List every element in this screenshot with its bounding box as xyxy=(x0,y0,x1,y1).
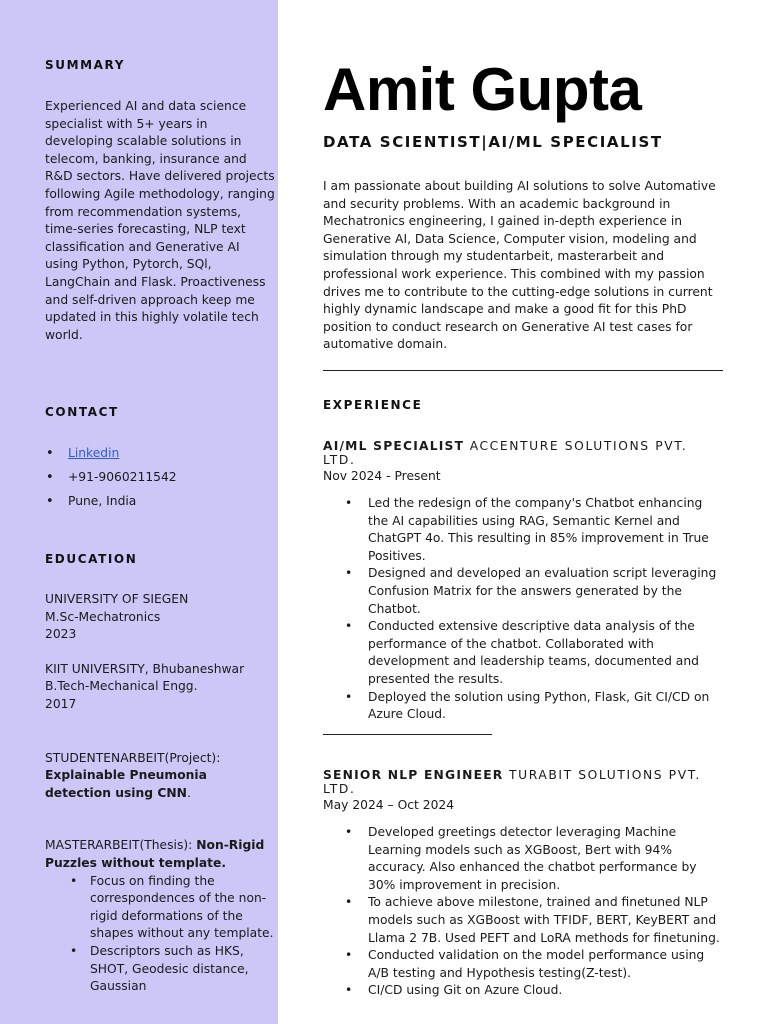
contact-heading: CONTACT xyxy=(45,405,119,419)
student-project xyxy=(45,750,275,803)
job-dates: May 2024 – Oct 2024 xyxy=(323,798,455,812)
location-text: Pune, India xyxy=(68,494,137,508)
job-dates: Nov 2024 - Present xyxy=(323,469,441,483)
list-item: • Developed greetings detector leveraging Machine Learning models such as XGBoost, Bert with 94% accuracy. Also enhanced the chatbot performance by 30% improvement in precision. xyxy=(345,824,723,894)
job-bullets xyxy=(323,495,723,724)
experience-heading: EXPERIENCE xyxy=(323,398,423,412)
list-item: • Deployed the solution using Python, Flask, Git CI/CD on Azure Cloud. xyxy=(345,689,723,724)
contact-item-location xyxy=(45,493,275,517)
job-title xyxy=(323,768,723,796)
section-divider xyxy=(323,370,723,371)
master-thesis xyxy=(45,837,275,995)
education-entry xyxy=(45,661,275,714)
summary-text: Experienced AI and data science specialist with 5+ years in developing scalable solutions in telecom, banking, insurance and R&D sectors. Have delivered projects following Agile methodology, ranging from recommendation systems, time-series forecasting, NLP text classification and Generative AI using Python, Pytorch, SQl, LangChain and Flask. Proactiveness and self-driven approach keep me updated in this highly volatile tech world. xyxy=(45,99,275,342)
candidate-name: Amit Gupta xyxy=(323,56,642,123)
linkedin-link[interactable]: Linkedin xyxy=(68,446,120,460)
contact-list xyxy=(45,445,275,517)
job-entry xyxy=(323,768,723,1000)
education-entry xyxy=(45,591,275,644)
education-degree: M.Sc-Mechatronics xyxy=(45,609,161,624)
student-project-label: STUDENTENARBEIT(Project): xyxy=(45,750,221,765)
education-year: 2023 xyxy=(45,627,77,642)
job-title xyxy=(323,439,723,467)
student-project-period: . xyxy=(186,785,191,800)
summary-heading: SUMMARY xyxy=(45,58,126,72)
list-item: • Led the redesign of the company's Chatbot enhancing the AI capabilities using RAG, Semantic Kernel and ChatGPT 4o. This resulting in 85% improvement in True Positives. xyxy=(345,495,723,565)
education-school: KIIT UNIVERSITY, Bhubaneshwar xyxy=(45,661,245,676)
job-role: SENIOR NLP ENGINEER xyxy=(323,768,504,782)
summary-section xyxy=(45,58,275,344)
master-thesis-line xyxy=(45,837,275,872)
header-section xyxy=(323,56,723,354)
contact-item-phone xyxy=(45,469,275,493)
job-divider xyxy=(323,734,492,735)
job-bullets xyxy=(323,824,723,1000)
experience-section xyxy=(323,398,723,724)
student-project-title xyxy=(45,767,275,802)
student-project-title-text: Explainable Pneumonia detection using CNN xyxy=(45,768,207,800)
job-entry xyxy=(323,439,723,724)
contact-section xyxy=(45,405,275,517)
job-company: TURABIT SOLUTIONS PVT. LTD. xyxy=(323,768,701,796)
contact-item-linkedin[interactable] xyxy=(45,445,275,469)
intro-text: I am passionate about building AI solutions to solve Automative and security problems. With an academic background in Mechatronics engineering, I gained in-depth experience in Generative AI, Data Science, Computer vision, modeling and simulation through my studentarbeit, masterarbeit and professional work experience. This combined with my passion drives me to contribute to the cutting-edge solutions in current highly dynamic landscape and make a good fit for this PhD position to conduct research on Generative AI test cases for automative domain. xyxy=(323,179,716,352)
list-item: • CI/CD using Git on Azure Cloud. xyxy=(345,982,723,1000)
list-item: • Designed and developed an evaluation script leveraging Confusion Matrix for the answers generated by the Chatbot. xyxy=(345,565,723,618)
master-thesis-bullets xyxy=(45,873,275,996)
list-item: • Conducted extensive descriptive data analysis of the performance of the chatbot. Collaborated with development and leadership teams, documented and presented the results. xyxy=(345,618,723,688)
education-heading: EDUCATION xyxy=(45,552,138,566)
education-year: 2017 xyxy=(45,696,77,711)
job-company: ACCENTURE SOLUTIONS PVT. LTD. xyxy=(323,439,688,467)
list-item: • To achieve above milestone, trained and finetuned NLP models such as XGBoost with TFIDF, BERT, KeyBERT and Llama 2 7B. Used PEFT and LoRA methods for finetuning. xyxy=(345,894,723,947)
education-school: UNIVERSITY OF SIEGEN xyxy=(45,592,189,606)
education-degree: B.Tech-Mechanical Engg. xyxy=(45,679,198,694)
education-section xyxy=(45,552,275,996)
list-item: • Descriptors such as HKS, SHOT, Geodesic distance, Gaussian xyxy=(68,943,275,996)
master-thesis-label: MASTERARBEIT(Thesis): xyxy=(45,838,197,853)
list-item: • Focus on finding the correspondences of the non-rigid deformations of the shapes without any template. xyxy=(68,873,275,943)
candidate-role: DATA SCIENTIST|AI/ML SPECIALIST xyxy=(323,133,663,151)
phone-text: +91-9060211542 xyxy=(68,470,177,484)
sidebar xyxy=(0,0,278,1024)
list-item: • Conducted validation on the model performance using A/B testing and Hypothesis testing(Z-test). xyxy=(345,947,723,982)
job-role: AI/ML SPECIALIST xyxy=(323,439,465,453)
master-thesis-title: Non-Rigid Puzzles without template. xyxy=(45,838,265,870)
